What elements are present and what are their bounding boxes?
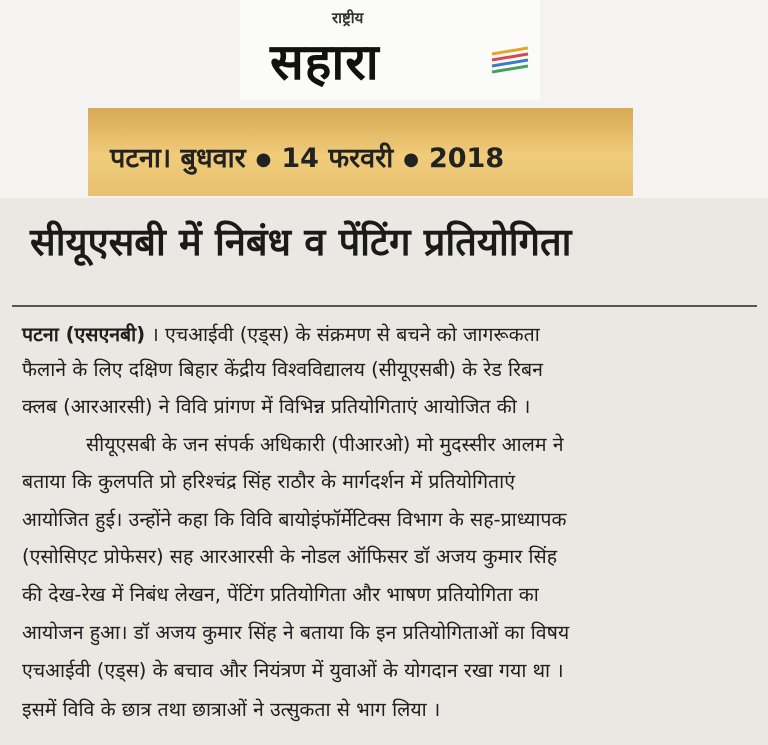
newspaper-logo: सहारा [270, 32, 380, 91]
masthead-prefix: राष्ट्रीय [332, 9, 364, 27]
article-line-3: क्लब (आरआरसी) ने विवि प्रांगण में विभिन्न प्रतियोगिताएं आयोजित की । [22, 395, 531, 418]
dateline [110, 138, 504, 175]
article-line-7: (एसोसिएट प्रोफेसर) सह आरआरसी के नोडल ऑफिसर डॉ अजय कुमार सिंह [22, 545, 558, 568]
dateline-year: 2018 [428, 143, 505, 174]
article-line-5: बताया कि कुलपति प्रो हरिश्चंद्र सिंह राठौर के मार्गदर्शन में प्रतियोगिताएं [22, 470, 515, 493]
article-line-10: एचआईवी (एड्स) के बचाव और नियंत्रण में युवाओं के योगदान रखा गया था । [22, 659, 564, 682]
newspaper-masthead [240, 0, 540, 100]
article-line-1: पटना (एसएनबी) । एचआईवी (एड्स) के संक्रमण से बचने को जागरूकता [22, 323, 540, 346]
dateline-place: पटना। बुधवार [110, 143, 246, 174]
headline-divider [12, 305, 757, 307]
article-line-9: आयोजन हुआ। डॉ अजय कुमार सिंह ने बताया कि इन प्रतियोगिताओं का विषय [22, 621, 570, 644]
bullet-icon: ● [403, 149, 419, 170]
byline: पटना (एसएनबी) [22, 323, 146, 346]
article-line-11: इसमें विवि के छात्र तथा छात्राओं ने उत्सुकता से भाग लिया । [22, 698, 441, 721]
article-line-6: आयोजित हुई। उन्होंने कहा कि विवि बायोइंफॉर्मेटिक्स विभाग के सह-प्राध्यापक [22, 508, 567, 531]
article-line-2: फैलाने के लिए दक्षिण बिहार केंद्रीय विश्वविद्यालय (सीयूएसबी) के रेड रिबन [22, 358, 543, 381]
article-line-8: की देख-रेख में निबंध लेखन, पेंटिंग प्रतियोगिता और भाषण प्रतियोगिता का [22, 583, 539, 606]
dateline-date: 14 फरवरी [281, 143, 394, 174]
article-line-4: सीयूएसबी के जन संपर्क अधिकारी (पीआरओ) मो मुदस्सीर आलम ने [86, 433, 564, 456]
article-headline: सीयूएसबी में निबंध व पेंटिंग प्रतियोगिता [30, 220, 572, 264]
bullet-icon: ● [255, 149, 272, 170]
logo-stripes-icon [488, 46, 532, 76]
